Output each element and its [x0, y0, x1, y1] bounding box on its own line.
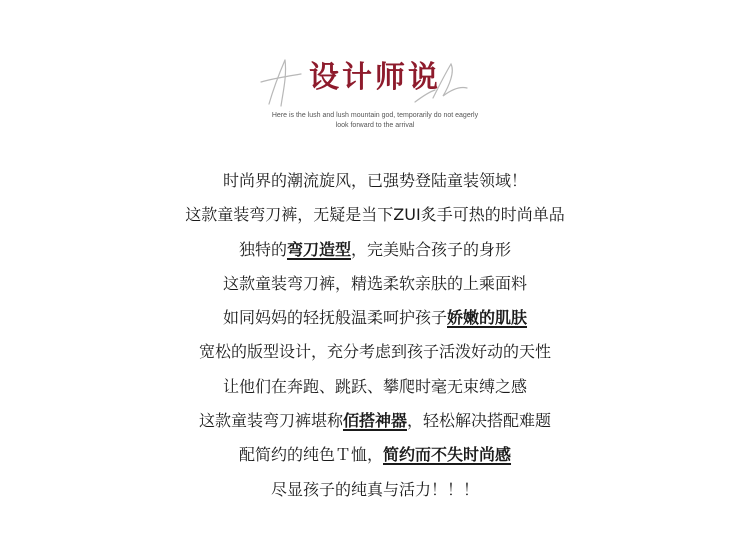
text-line: 时尚界的潮流旋风，已强势登陆童装领域！ [222, 171, 527, 190]
text-line: 让他们在奔跑、跳跃、攀爬时毫无束缚之感 [222, 376, 527, 396]
page-subtitle [0, 111, 750, 131]
text-line: 独特的弯刀造型，完美贴合孩子的身形 [238, 239, 512, 259]
text-line: 这款童装弯刀裤堪称佰搭神器，轻松解决搭配难题 [198, 411, 552, 431]
highlight-text: 佰搭神器 [342, 411, 407, 431]
text-line: 配简约的纯色Ｔ恤，简约而不失时尚感 [238, 445, 512, 465]
highlight-text: 娇嫩的肌肤 [447, 308, 528, 328]
text-line: 宽松的版型设计，充分考虑到孩子活泼好动的天性 [198, 342, 551, 362]
designer-description [0, 164, 750, 507]
page-title: 设计师说 [309, 60, 441, 95]
text-line: 这款童装弯刀裤，精选柔软亲肤的上乘面料 [222, 273, 527, 293]
header [0, 0, 750, 140]
subtitle-line-1: Here is the lush and lush mountain god, temporarily do not eagerly [271, 112, 479, 119]
text-line: 这款童装弯刀裤，无疑是当下ZUI炙手可热的时尚单品 [185, 205, 565, 225]
text-line: 尽显孩子的纯真与活力！！！ [270, 479, 479, 499]
highlight-text: 简约而不失时尚感 [383, 445, 512, 465]
text-line: 如同妈妈的轻抚般温柔呵护孩子娇嫩的肌肤 [222, 308, 528, 328]
highlight-text: 弯刀造型 [286, 239, 351, 259]
subtitle-line-2: look forward to the arrival [335, 122, 415, 129]
